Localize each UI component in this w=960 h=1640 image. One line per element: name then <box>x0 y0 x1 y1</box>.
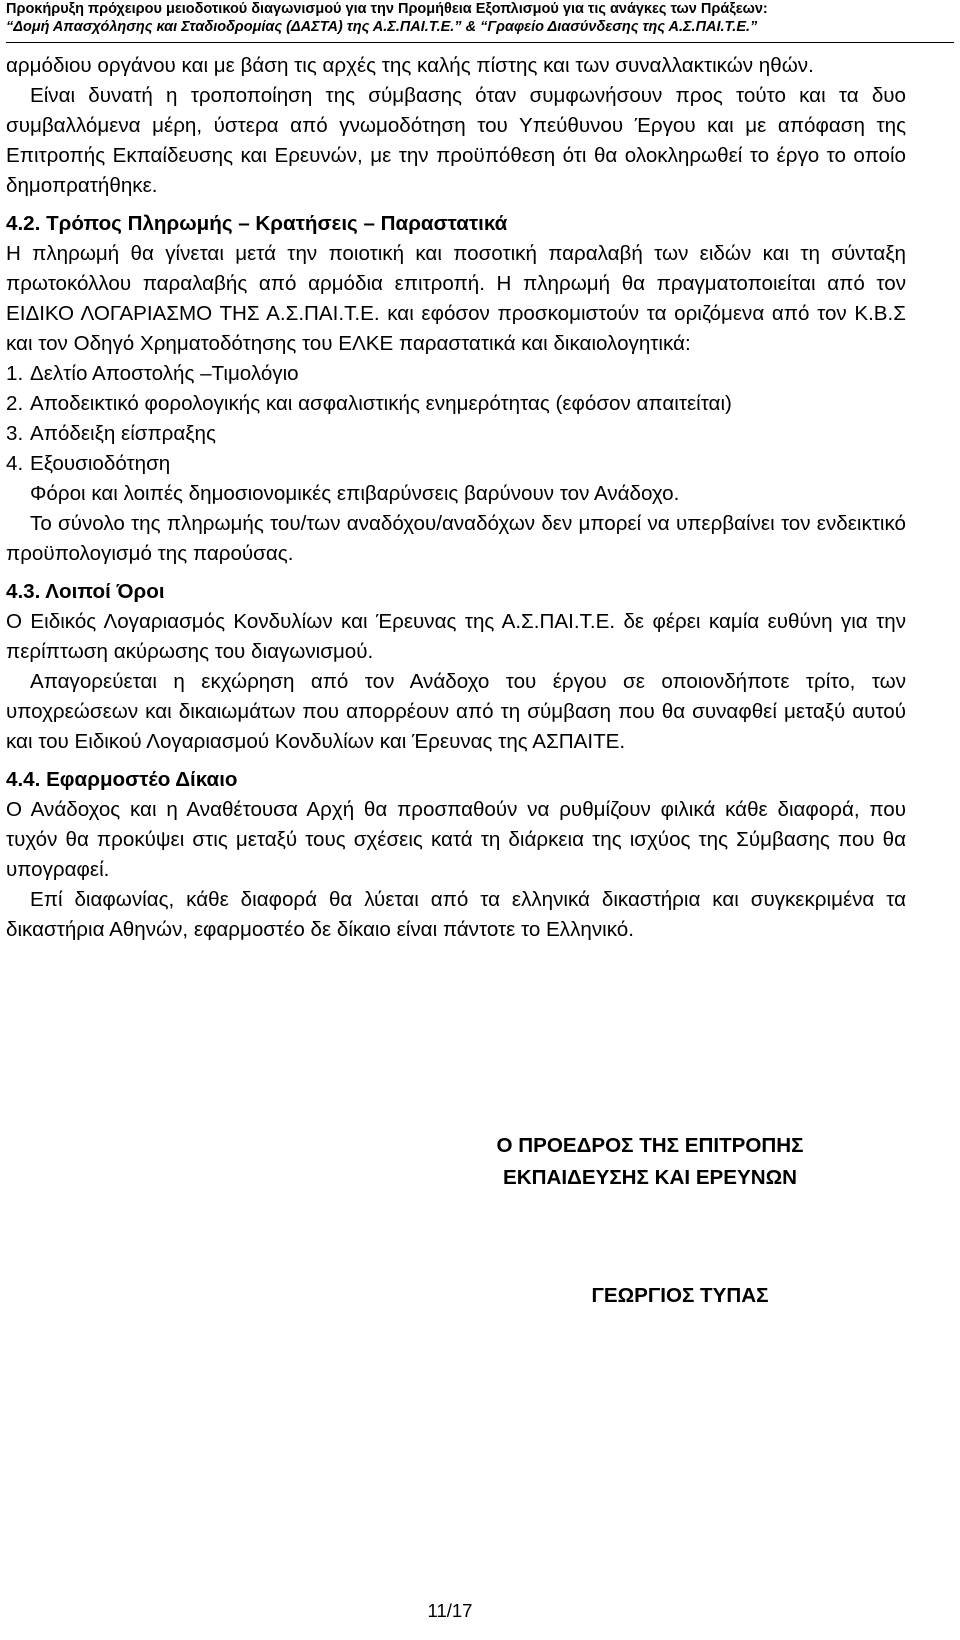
section-4-4-title: 4.4. Εφαρμοστέο Δίκαιο <box>6 768 238 791</box>
section-4-2-paragraph-1: Η πληρωμή θα γίνεται μετά την ποιοτική και ποσοτική παραλαβή των ειδών και τη σύνταξη πρωτοκόλλου παραλαβής από αρμόδια επιτροπή. Η πληρωμή θα πραγματοποιείται από τον ΕΙΔΙΚΟ ΛΟΓΑΡΙΑΣΜΟ ΤΗΣ Α.Σ.ΠΑΙ.Τ.Ε. και εφόσον προσκομιστούν τα οριζόμενα από τον Κ.Β.Σ και τον Οδηγό Χρηματοδότησης του ΕΛΚΕ παραστατικά και δικαιολογητικά: <box>6 242 906 355</box>
list-item <box>6 389 906 419</box>
section-4-4-paragraph-1: Ο Ανάδοχος και η Αναθέτουσα Αρχή θα προσπαθούν να ρυθμίζουν φιλικά κάθε διαφορά, που τυχόν θα προκύψει στις μεταξύ τους σχέσεις κατά τη διάρκεια της ισχύος της Σύμβασης που θα υπογραφεί. <box>6 798 906 881</box>
list-item-text: Δελτίο Αποστολής –Τιμολόγιο <box>30 362 299 385</box>
section-4-4-paragraph-2: Επί διαφωνίας, κάθε διαφορά θα λύεται από τα ελληνικά δικαστήρια και συγκεκριμένα τα δικαστήρια Αθηνών, εφαρμοστέο δε δίκαιο είναι πάντοτε το Ελληνικό. <box>6 888 906 941</box>
signature-title-line-2: ΕΚΠΑΙΔΕΥΣΗΣ ΚΑΙ ΕΡΕΥΝΩΝ <box>502 1166 798 1189</box>
signature-title-line-1: Ο ΠΡΟΕΔΡΟΣ ΤΗΣ ΕΠΙΤΡΟΠΗΣ <box>496 1134 804 1157</box>
page-header <box>6 0 954 43</box>
section-4-3-title: 4.3. Λοιποί Όροι <box>6 580 165 603</box>
section-4-2-title: 4.2. Τρόπος Πληρωμής – Κρατήσεις – Παραστατικά <box>6 212 508 235</box>
documents-list <box>6 359 906 479</box>
document-body <box>6 51 906 945</box>
list-item <box>6 449 906 479</box>
section-4-3-paragraph-2: Απαγορεύεται η εκχώρηση από τον Ανάδοχο του έργου σε οποιονδήποτε τρίτο, των υποχρεώσεων και δικαιωμάτων που απορρέουν από τη σύμβαση που θα συναφθεί μεταξύ αυτού και του Ειδικού Λογαριασμού Κονδυλίων και Έρευνας της ΑΣΠΑΙΤΕ. <box>6 670 906 753</box>
section-4-2-paragraph-3: Το σύνολο της πληρωμής του/των αναδόχου/αναδόχων δεν μπορεί να υπερβαίνει τον ενδεικτικό προϋπολογισμό της παρούσας. <box>6 512 906 565</box>
list-item-number: 4. <box>6 452 24 475</box>
header-line-1: Προκήρυξη πρόχειρου μειοδοτικού διαγωνισμού για την Προμήθεια Εξοπλισμού για τις ανάγκες των Πράξεων: <box>6 1 768 17</box>
intro-paragraph-2: Είναι δυνατή η τροποποίηση της σύμβασης όταν συμφωνήσουν προς τούτο και τα δυο συμβαλλόμενα μέρη, ύστερα από γνωμοδότηση του Υπεύθυνου Έργου και με απόφαση της Επιτροπής Εκπαίδευσης και Ερευνών, με την προϋπόθεση ότι θα ολοκληρωθεί το έργο το οποίο δημοπρατήθηκε. <box>6 84 906 197</box>
section-4-3-paragraph-1: Ο Ειδικός Λογαριασμός Κονδυλίων και Έρευνας της Α.Σ.ΠΑΙ.Τ.Ε. δε φέρει καμία ευθύνη για την περίπτωση ακύρωσης του διαγωνισμού. <box>6 610 906 663</box>
header-line-2: “Δομή Απασχόλησης και Σταδιοδρομίας (ΔΑΣΤΑ) της Α.Σ.ΠΑΙ.Τ.Ε.” & “Γραφείο Διασύνδεσης της Α.Σ.ΠΑΙ.Τ.Ε.” <box>6 19 758 35</box>
intro-paragraph-1: αρμόδιου οργάνου και με βάση τις αρχές της καλής πίστης και των συναλλακτικών ηθών. <box>6 54 814 77</box>
page-number: 11/17 <box>427 1600 473 1621</box>
signature-block <box>420 1130 880 1194</box>
list-item-number: 1. <box>6 362 24 385</box>
list-item <box>6 419 906 449</box>
list-item <box>6 359 906 389</box>
list-item-text: Εξουσιοδότηση <box>30 452 171 475</box>
list-item-number: 3. <box>6 422 24 445</box>
signatory-name: ΓΕΩΡΓΙΟΣ ΤΥΠΑΣ <box>591 1284 769 1307</box>
section-4-2-paragraph-2: Φόροι και λοιπές δημοσιονομικές επιβαρύνσεις βαρύνουν τον Ανάδοχο. <box>30 482 680 505</box>
list-item-text: Αποδεικτικό φορολογικής και ασφαλιστικής ενημερότητας (εφόσον απαιτείται) <box>30 392 732 415</box>
list-item-text: Απόδειξη είσπραξης <box>30 422 216 445</box>
list-item-number: 2. <box>6 392 24 415</box>
